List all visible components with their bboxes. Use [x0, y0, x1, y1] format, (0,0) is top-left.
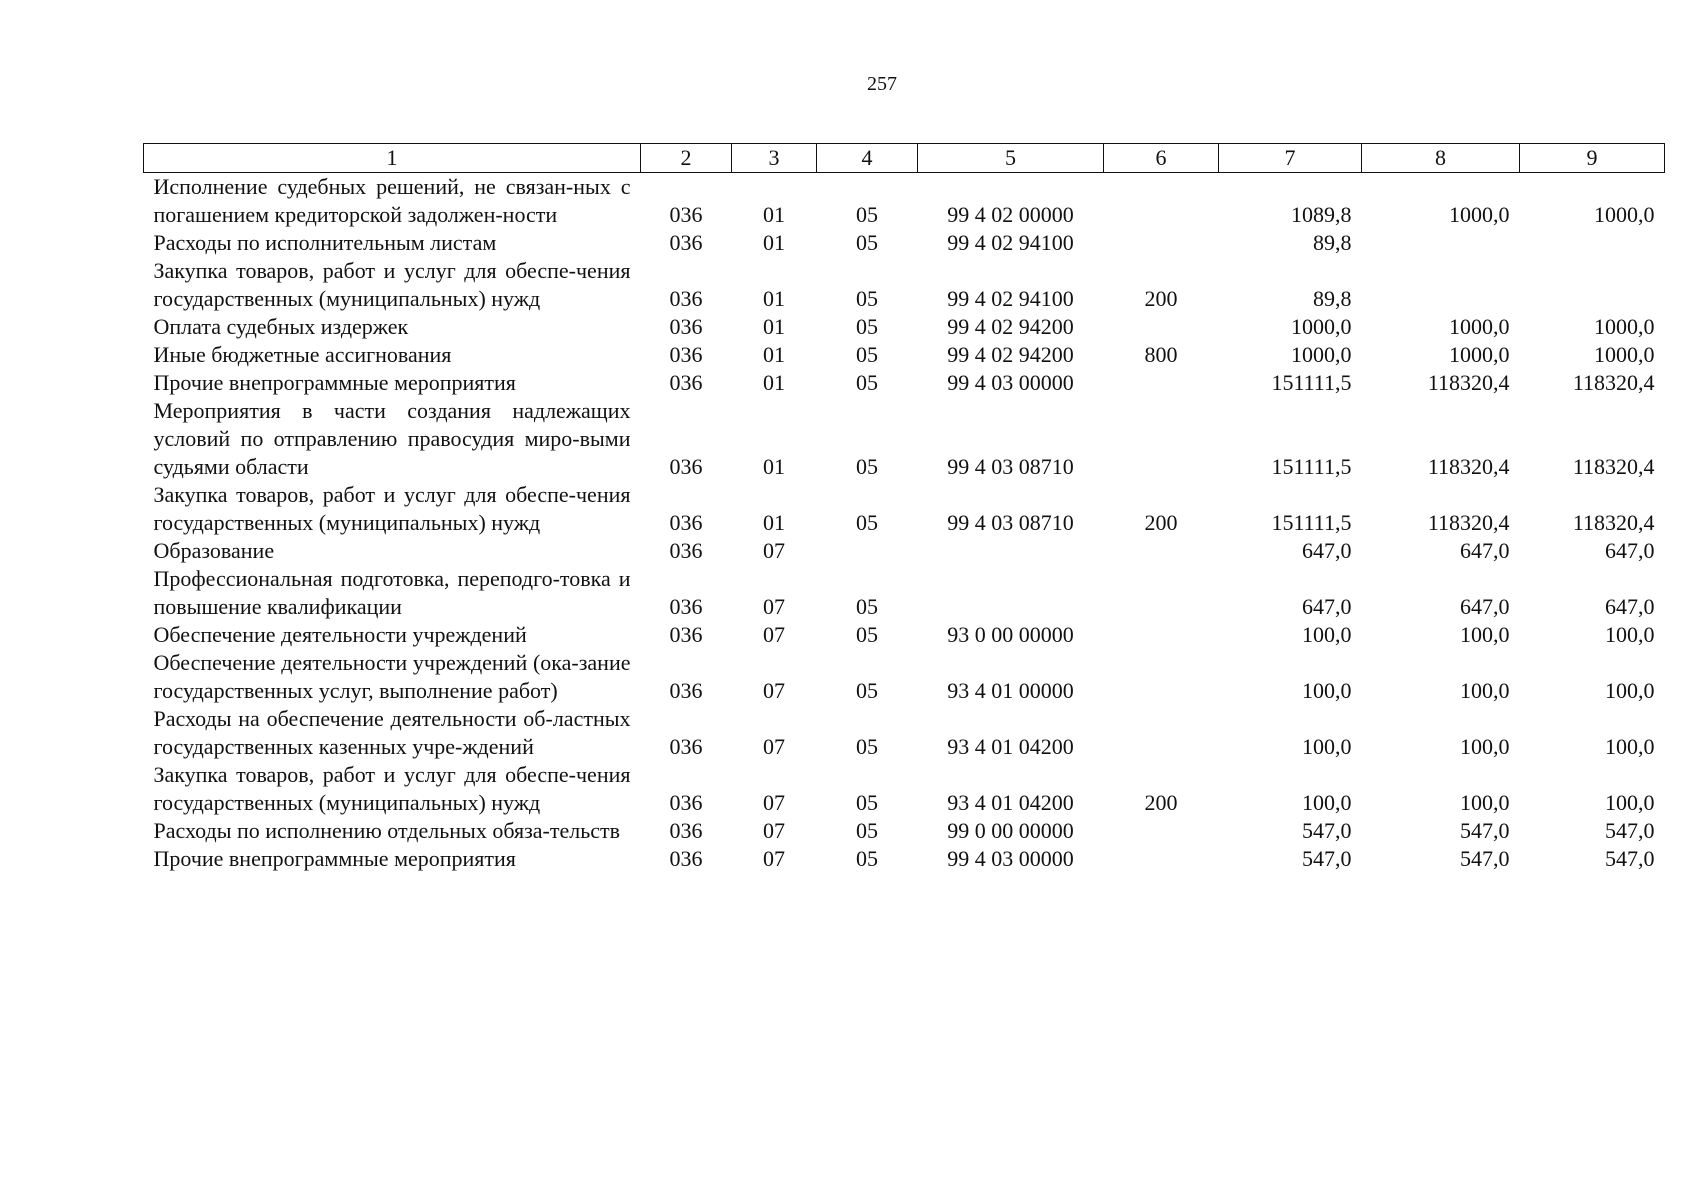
row-ministry-code: 036 [669, 454, 703, 479]
row-amount-col9: 1000,0 [1594, 202, 1655, 227]
row-subsection-code: 05 [856, 370, 878, 395]
row-amount-col7: 1000,0 [1291, 342, 1352, 367]
row-section-code: 01 [763, 370, 785, 395]
row-subsection-code: 05 [856, 454, 878, 479]
header-cell-1: 1 [144, 144, 641, 173]
row-subsection-code: 05 [856, 678, 878, 703]
header-cell-6: 6 [1104, 144, 1219, 173]
budget-table [143, 143, 1665, 873]
row-amount-col9: 1000,0 [1594, 314, 1655, 339]
row-expense-type-code [1104, 845, 1219, 873]
row-ministry-code: 036 [669, 622, 703, 647]
row-amount-col9: 100,0 [1605, 622, 1655, 647]
row-amount-col7: 89,8 [1313, 286, 1352, 311]
row-amount-col8: 100,0 [1460, 734, 1510, 759]
table-row [144, 397, 1665, 481]
row-section-code: 01 [763, 454, 785, 479]
table-row [144, 257, 1665, 313]
row-expense-type-code [1104, 229, 1219, 257]
table-row [144, 537, 1665, 565]
row-section-code: 01 [763, 202, 785, 227]
row-section-code: 07 [763, 734, 785, 759]
row-ministry-code: 036 [669, 678, 703, 703]
row-name: Закупка товаров, работ и услуг для обеспе-чения государственных (муниципальных) нужд [153, 762, 631, 815]
row-amount-col7: 647,0 [1302, 594, 1352, 619]
header-cell-9: 9 [1520, 144, 1665, 173]
row-target-article-code [918, 565, 1104, 621]
row-section-code: 07 [763, 818, 785, 843]
row-amount-col9: 647,0 [1605, 538, 1655, 563]
row-target-article-code: 99 4 02 00000 [947, 202, 1074, 227]
table-row [144, 481, 1665, 537]
row-amount-col9: 647,0 [1605, 594, 1655, 619]
row-amount-col9: 100,0 [1605, 790, 1655, 815]
row-section-code: 01 [763, 286, 785, 311]
row-expense-type-code: 200 [1144, 790, 1178, 815]
table-row [144, 565, 1665, 621]
header-cell-7: 7 [1219, 144, 1362, 173]
row-expense-type-code [1104, 397, 1219, 481]
row-amount-col9: 1000,0 [1594, 342, 1655, 367]
row-amount-col7: 1000,0 [1291, 314, 1352, 339]
row-section-code: 01 [763, 342, 785, 367]
row-section-code: 07 [763, 790, 785, 815]
row-expense-type-code [1104, 817, 1219, 845]
row-amount-col7: 547,0 [1302, 818, 1352, 843]
row-ministry-code: 036 [669, 790, 703, 815]
row-ministry-code: 036 [669, 370, 703, 395]
row-subsection-code: 05 [856, 314, 878, 339]
row-amount-col8: 100,0 [1460, 790, 1510, 815]
row-name: Иные бюджетные ассигнования [153, 342, 452, 367]
row-amount-col8: 1000,0 [1449, 202, 1510, 227]
header-cell-3: 3 [732, 144, 817, 173]
row-subsection-code: 05 [856, 286, 878, 311]
row-amount-col8: 547,0 [1460, 846, 1510, 871]
row-name: Расходы по исполнению отдельных обяза-тельств [153, 818, 621, 843]
row-subsection-code: 05 [856, 734, 878, 759]
row-name: Исполнение судебных решений, не связан-ных с погашением кредиторской задолжен-ности [153, 174, 631, 227]
row-target-article-code: 93 4 01 00000 [947, 678, 1074, 703]
header-cell-8: 8 [1362, 144, 1520, 173]
row-amount-col9: 547,0 [1605, 846, 1655, 871]
table-row [144, 369, 1665, 397]
table-row [144, 761, 1665, 817]
row-name: Мероприятия в части создания надлежащих условий по отправлению правосудия миро-выми судьями области [153, 398, 631, 479]
row-amount-col7: 151111,5 [1271, 510, 1352, 535]
row-target-article-code: 99 4 03 08710 [947, 454, 1074, 479]
table-row [144, 649, 1665, 705]
row-name: Профессиональная подготовка, переподго-товка и повышение квалификации [153, 566, 631, 619]
row-amount-col8: 647,0 [1460, 538, 1510, 563]
row-amount-col8 [1362, 229, 1520, 257]
table-row [144, 173, 1665, 230]
row-section-code: 01 [763, 510, 785, 535]
row-expense-type-code [1104, 649, 1219, 705]
row-amount-col9: 118320,4 [1572, 510, 1655, 535]
row-name: Закупка товаров, работ и услуг для обеспе-чения государственных (муниципальных) нужд [153, 482, 631, 535]
row-amount-col9 [1520, 257, 1665, 313]
row-amount-col8: 100,0 [1460, 678, 1510, 703]
row-target-article-code: 99 4 03 08710 [947, 510, 1074, 535]
row-subsection-code: 05 [856, 594, 878, 619]
row-expense-type-code [1104, 369, 1219, 397]
row-ministry-code: 036 [669, 314, 703, 339]
table-row [144, 341, 1665, 369]
row-amount-col9: 118320,4 [1572, 370, 1655, 395]
row-amount-col7: 100,0 [1302, 678, 1352, 703]
row-target-article-code: 93 4 01 04200 [947, 790, 1074, 815]
row-name: Прочие внепрограммные мероприятия [153, 846, 516, 871]
row-amount-col9: 100,0 [1605, 678, 1655, 703]
table-row [144, 313, 1665, 341]
row-amount-col9: 118320,4 [1572, 454, 1655, 479]
row-target-article-code: 99 4 03 00000 [947, 370, 1074, 395]
row-name: Оплата судебных издержек [153, 314, 409, 339]
row-amount-col7: 1089,8 [1291, 202, 1352, 227]
row-target-article-code: 99 4 03 00000 [947, 846, 1074, 871]
row-expense-type-code [1104, 621, 1219, 649]
row-amount-col7: 151111,5 [1271, 454, 1352, 479]
row-amount-col8: 118320,4 [1427, 510, 1510, 535]
row-amount-col8: 118320,4 [1427, 370, 1510, 395]
row-ministry-code: 036 [669, 594, 703, 619]
row-expense-type-code [1104, 565, 1219, 621]
row-ministry-code: 036 [669, 734, 703, 759]
row-name: Закупка товаров, работ и услуг для обеспе-чения государственных (муниципальных) нужд [153, 258, 631, 311]
table-body [144, 173, 1665, 874]
row-expense-type-code [1104, 313, 1219, 341]
table-row [144, 229, 1665, 257]
row-ministry-code: 036 [669, 342, 703, 367]
row-target-article-code [918, 537, 1104, 565]
row-amount-col7: 100,0 [1302, 734, 1352, 759]
row-ministry-code: 036 [669, 510, 703, 535]
row-ministry-code: 036 [669, 846, 703, 871]
row-target-article-code: 99 4 02 94200 [947, 342, 1074, 367]
row-section-code: 07 [763, 622, 785, 647]
row-amount-col7: 89,8 [1313, 230, 1352, 255]
row-subsection-code: 05 [856, 790, 878, 815]
row-ministry-code: 036 [669, 818, 703, 843]
row-subsection-code: 05 [856, 846, 878, 871]
row-expense-type-code: 200 [1144, 510, 1178, 535]
table-row [144, 621, 1665, 649]
row-amount-col7: 647,0 [1302, 538, 1352, 563]
row-amount-col9 [1520, 229, 1665, 257]
row-expense-type-code: 800 [1144, 342, 1178, 367]
row-name: Обеспечение деятельности учреждений (ока-зание государственных услуг, выполнение работ) [153, 650, 631, 703]
table-header [144, 144, 1665, 173]
page-number: 257 [867, 73, 897, 95]
row-name: Прочие внепрограммные мероприятия [153, 370, 516, 395]
header-cell-2: 2 [641, 144, 732, 173]
row-section-code: 07 [763, 538, 785, 563]
row-subsection-code: 05 [856, 622, 878, 647]
row-expense-type-code [1104, 705, 1219, 761]
row-expense-type-code [1104, 173, 1219, 230]
row-section-code: 07 [763, 846, 785, 871]
row-amount-col7: 151111,5 [1271, 370, 1352, 395]
row-amount-col8 [1362, 257, 1520, 313]
row-amount-col7: 100,0 [1302, 622, 1352, 647]
row-amount-col8: 100,0 [1460, 622, 1510, 647]
header-row [144, 144, 1665, 173]
table-row [144, 817, 1665, 845]
row-section-code: 07 [763, 594, 785, 619]
row-name: Обеспечение деятельности учреждений [153, 622, 527, 647]
row-section-code: 01 [763, 314, 785, 339]
row-subsection-code: 05 [856, 818, 878, 843]
row-subsection-code: 05 [856, 510, 878, 535]
table-row [144, 705, 1665, 761]
row-subsection-code [817, 537, 918, 565]
row-amount-col7: 547,0 [1302, 846, 1352, 871]
row-name: Расходы по исполнительным листам [153, 230, 497, 255]
row-name: Расходы на обеспечение деятельности об-ластных государственных казенных учре-ждений [153, 706, 631, 759]
row-section-code: 01 [763, 230, 785, 255]
table-row [144, 845, 1665, 873]
row-target-article-code: 99 4 02 94100 [947, 230, 1074, 255]
header-cell-4: 4 [817, 144, 918, 173]
row-amount-col8: 647,0 [1460, 594, 1510, 619]
row-subsection-code: 05 [856, 202, 878, 227]
row-amount-col9: 100,0 [1605, 734, 1655, 759]
row-target-article-code: 99 4 02 94200 [947, 314, 1074, 339]
row-ministry-code: 036 [669, 202, 703, 227]
row-expense-type-code [1104, 537, 1219, 565]
row-ministry-code: 036 [669, 286, 703, 311]
header-cell-5: 5 [918, 144, 1104, 173]
row-ministry-code: 036 [669, 538, 703, 563]
row-subsection-code: 05 [856, 230, 878, 255]
row-expense-type-code: 200 [1144, 286, 1178, 311]
row-target-article-code: 93 4 01 04200 [947, 734, 1074, 759]
row-section-code: 07 [763, 678, 785, 703]
row-amount-col7: 100,0 [1302, 790, 1352, 815]
row-target-article-code: 93 0 00 00000 [947, 622, 1074, 647]
row-name: Образование [153, 538, 275, 563]
row-subsection-code: 05 [856, 342, 878, 367]
row-target-article-code: 99 4 02 94100 [947, 286, 1074, 311]
row-amount-col8: 1000,0 [1449, 342, 1510, 367]
row-amount-col8: 118320,4 [1427, 454, 1510, 479]
row-target-article-code: 99 0 00 00000 [947, 818, 1074, 843]
row-amount-col8: 1000,0 [1449, 314, 1510, 339]
row-amount-col8: 547,0 [1460, 818, 1510, 843]
row-ministry-code: 036 [669, 230, 703, 255]
row-amount-col9: 547,0 [1605, 818, 1655, 843]
